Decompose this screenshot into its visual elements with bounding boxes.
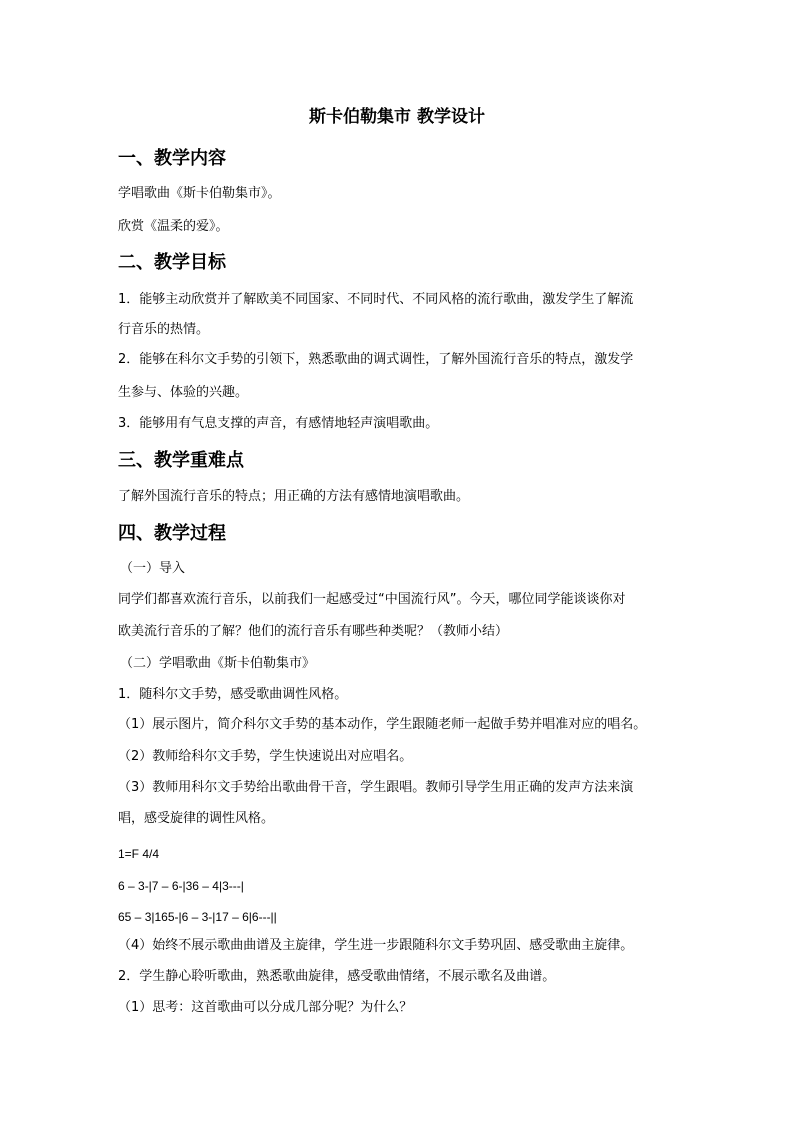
process-step-1-2: （2）教师给科尔文手势，学生快速说出对应唱名。 <box>118 749 413 764</box>
score-line-2: 65 – 3|165-|6 – 3-|17 – 6|6---|| <box>118 910 277 924</box>
key-points-text: 了解外国流行音乐的特点；用正确的方法有感情地演唱歌曲。 <box>118 489 470 504</box>
process-step-1-3-line-1: （3）教师用科尔文手势给出歌曲骨干音，学生跟唱。教师引导学生用正确的发声方法来演 <box>118 780 634 795</box>
process-subheading-song: （二）学唱歌曲《斯卡伯勒集市》 <box>120 656 316 671</box>
content-item-2: 欣赏《温柔的爱》。 <box>118 219 229 234</box>
section-heading-content: 一、教学内容 <box>118 148 226 169</box>
process-step-1: 1．随科尔文手势，感受歌曲调性风格。 <box>118 687 348 702</box>
process-step-2-1: （1）思考：这首歌曲可以分成几部分呢？为什么？ <box>118 1000 413 1015</box>
section-heading-key-points: 三、教学重难点 <box>118 450 244 471</box>
process-step-2: 2．学生静心聆听歌曲，熟悉歌曲旋律，感受歌曲情绪，不展示歌名及曲谱。 <box>118 969 556 984</box>
process-step-1-4: （4）始终不展示歌曲曲谱及主旋律，学生进一步跟随科尔文手势巩固、感受歌曲主旋律。 <box>118 938 634 953</box>
section-heading-goals: 二、教学目标 <box>118 252 226 273</box>
goal-1-line-2: 行音乐的热情。 <box>118 322 210 337</box>
goal-3: 3．能够用有气息支撑的声音，有感情地轻声演唱歌曲。 <box>118 416 439 431</box>
process-step-1-1: （1）展示图片，简介科尔文手势的基本动作，学生跟随老师一起做手势并唱准对应的唱名。 <box>118 717 647 732</box>
document-title: 斯卡伯勒集市 教学设计 <box>309 107 485 127</box>
content-item-1: 学唱歌曲《斯卡伯勒集市》。 <box>118 186 281 201</box>
process-subheading-intro: （一）导入 <box>120 561 186 576</box>
score-key-signature: 1=F 4/4 <box>118 847 160 861</box>
goal-2-line-1: 2．能够在科尔文手势的引领下，熟悉歌曲的调式调性，了解外国流行音乐的特点，激发学 <box>118 352 634 367</box>
process-step-1-3-line-2: 唱，感受旋律的调性风格。 <box>118 811 275 826</box>
goal-2-line-2: 生参与、体验的兴趣。 <box>118 385 249 400</box>
goal-1-line-1: 1．能够主动欣赏并了解欧美不同国家、不同时代、不同风格的流行歌曲，激发学生了解流 <box>118 292 634 307</box>
section-heading-process: 四、教学过程 <box>118 523 226 544</box>
score-line-1: 6 – 3-|7 – 6-|36 – 4|3---| <box>118 879 244 893</box>
process-intro-line-2: 欧美流行音乐的了解？他们的流行音乐有哪些种类呢？（教师小结） <box>118 624 509 639</box>
process-intro-line-1: 同学们都喜欢流行音乐，以前我们一起感受过“中国流行风”。今天，哪位同学能谈谈你对 <box>118 592 626 607</box>
